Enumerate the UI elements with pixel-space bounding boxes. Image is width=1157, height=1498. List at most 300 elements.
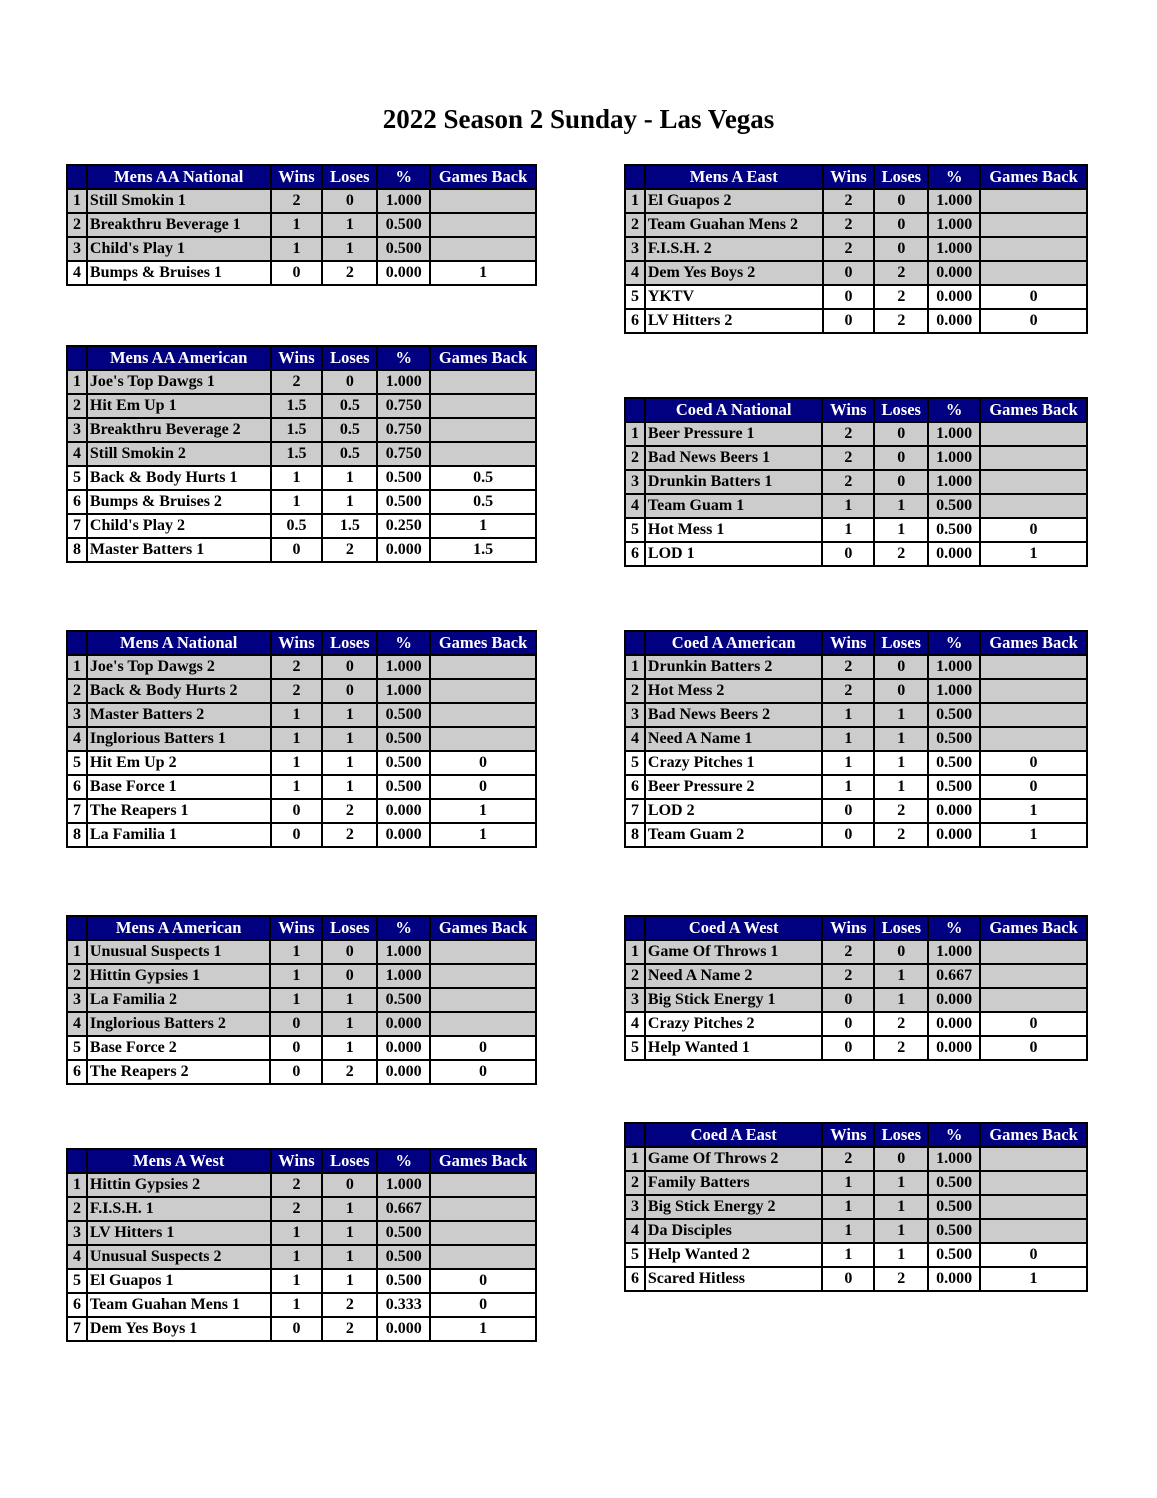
division-name: Mens A East bbox=[645, 165, 823, 189]
pct-cell: 1.000 bbox=[928, 1147, 980, 1171]
games-back-cell bbox=[980, 1171, 1087, 1195]
rank-header bbox=[67, 346, 87, 370]
rank-cell: 1 bbox=[67, 189, 87, 213]
wins-cell: 1 bbox=[822, 518, 874, 542]
loses-cell: 0 bbox=[874, 189, 928, 213]
team-row bbox=[67, 370, 536, 394]
loses-cell: 1 bbox=[322, 727, 377, 751]
games-back-cell bbox=[980, 703, 1087, 727]
wins-cell: 1.5 bbox=[271, 394, 323, 418]
team-name-cell: Hittin Gypsies 2 bbox=[87, 1173, 271, 1197]
loses-cell: 1 bbox=[322, 490, 377, 514]
wins-cell: 2 bbox=[271, 370, 323, 394]
wins-cell: 2 bbox=[822, 655, 874, 679]
team-name-cell: Crazy Pitches 2 bbox=[645, 1012, 823, 1036]
loses-cell: 0 bbox=[322, 964, 377, 988]
games-back-cell: 1 bbox=[980, 799, 1087, 823]
games-back-cell bbox=[980, 213, 1087, 237]
team-name-cell: Need A Name 1 bbox=[645, 727, 823, 751]
rank-cell: 3 bbox=[67, 1221, 87, 1245]
loses-cell: 2 bbox=[322, 1060, 377, 1084]
team-row bbox=[625, 189, 1087, 213]
team-name-cell: Beer Pressure 2 bbox=[645, 775, 823, 799]
games-back-cell: 0.5 bbox=[430, 490, 536, 514]
team-name-cell: Help Wanted 2 bbox=[645, 1243, 823, 1267]
pct-cell: 0.000 bbox=[377, 1036, 430, 1060]
wins-cell: 1 bbox=[271, 1269, 323, 1293]
loses-cell: 1 bbox=[322, 988, 377, 1012]
team-row bbox=[67, 490, 536, 514]
wins-cell: 2 bbox=[271, 679, 323, 703]
team-row bbox=[625, 518, 1087, 542]
pct-header: % bbox=[377, 165, 430, 189]
loses-cell: 2 bbox=[874, 285, 928, 309]
pct-cell: 0.000 bbox=[928, 823, 980, 847]
games-back-cell bbox=[430, 237, 536, 261]
loses-header: Loses bbox=[874, 916, 928, 940]
gb-header: Games Back bbox=[430, 1149, 536, 1173]
wins-cell: 1.5 bbox=[271, 418, 323, 442]
team-name-cell: Master Batters 1 bbox=[87, 538, 271, 562]
team-name-cell: Family Batters bbox=[645, 1171, 823, 1195]
games-back-cell bbox=[430, 370, 536, 394]
loses-cell: 0 bbox=[322, 370, 377, 394]
games-back-cell: 1 bbox=[430, 514, 536, 538]
games-back-cell: 0 bbox=[430, 1293, 536, 1317]
loses-cell: 1 bbox=[322, 1012, 377, 1036]
loses-header: Loses bbox=[874, 1123, 928, 1147]
team-row bbox=[67, 1060, 536, 1084]
wins-header: Wins bbox=[822, 916, 874, 940]
team-name-cell: Game Of Throws 2 bbox=[645, 1147, 823, 1171]
games-back-cell: 0 bbox=[980, 285, 1087, 309]
standings-table bbox=[624, 915, 1088, 1061]
pct-cell: 0.250 bbox=[377, 514, 430, 538]
loses-cell: 1 bbox=[874, 494, 928, 518]
team-row bbox=[67, 1036, 536, 1060]
team-name-cell: Big Stick Energy 1 bbox=[645, 988, 823, 1012]
team-row bbox=[67, 703, 536, 727]
games-back-cell bbox=[980, 964, 1087, 988]
division-name: Mens AA National bbox=[87, 165, 271, 189]
rank-cell: 4 bbox=[625, 1012, 645, 1036]
team-name-cell: Drunkin Batters 1 bbox=[645, 470, 823, 494]
loses-header: Loses bbox=[322, 916, 377, 940]
team-row bbox=[625, 679, 1087, 703]
rank-cell: 7 bbox=[625, 799, 645, 823]
wins-cell: 2 bbox=[822, 964, 874, 988]
team-name-cell: Hot Mess 1 bbox=[645, 518, 823, 542]
rank-cell: 7 bbox=[67, 514, 87, 538]
games-back-cell bbox=[430, 1173, 536, 1197]
games-back-cell bbox=[430, 1221, 536, 1245]
loses-cell: 1 bbox=[874, 1195, 928, 1219]
pct-cell: 0.000 bbox=[928, 1012, 980, 1036]
rank-cell: 4 bbox=[625, 1219, 645, 1243]
wins-cell: 0 bbox=[822, 1267, 874, 1291]
wins-header: Wins bbox=[271, 1149, 323, 1173]
pct-cell: 1.000 bbox=[928, 189, 980, 213]
team-row bbox=[67, 1012, 536, 1036]
games-back-cell: 0 bbox=[980, 1012, 1087, 1036]
wins-cell: 2 bbox=[822, 940, 874, 964]
team-row bbox=[625, 751, 1087, 775]
rank-header bbox=[625, 398, 645, 422]
wins-cell: 2 bbox=[822, 679, 874, 703]
pct-cell: 0.000 bbox=[928, 799, 980, 823]
wins-cell: 0 bbox=[822, 799, 874, 823]
loses-header: Loses bbox=[874, 631, 928, 655]
loses-cell: 1 bbox=[322, 1269, 377, 1293]
wins-header: Wins bbox=[822, 398, 874, 422]
rank-cell: 5 bbox=[67, 1269, 87, 1293]
loses-cell: 1 bbox=[874, 703, 928, 727]
wins-cell: 2 bbox=[271, 189, 323, 213]
team-row bbox=[67, 775, 536, 799]
wins-cell: 1 bbox=[271, 213, 323, 237]
division-name: Coed A American bbox=[645, 631, 823, 655]
pct-cell: 1.000 bbox=[377, 679, 430, 703]
pct-cell: 0.750 bbox=[377, 442, 430, 466]
team-name-cell: Team Guahan Mens 1 bbox=[87, 1293, 271, 1317]
games-back-cell: 0 bbox=[980, 751, 1087, 775]
pct-header: % bbox=[377, 1149, 430, 1173]
division-name: Coed A National bbox=[645, 398, 823, 422]
wins-cell: 2 bbox=[271, 655, 323, 679]
gb-header: Games Back bbox=[980, 1123, 1087, 1147]
loses-cell: 2 bbox=[322, 538, 377, 562]
games-back-cell bbox=[980, 446, 1087, 470]
rank-cell: 4 bbox=[67, 442, 87, 466]
pct-cell: 0.750 bbox=[377, 394, 430, 418]
team-row bbox=[67, 538, 536, 562]
rank-cell: 3 bbox=[625, 703, 645, 727]
pct-cell: 0.500 bbox=[928, 751, 980, 775]
team-row bbox=[67, 1221, 536, 1245]
team-row bbox=[67, 418, 536, 442]
games-back-cell bbox=[430, 189, 536, 213]
rank-cell: 3 bbox=[625, 470, 645, 494]
team-name-cell: Game Of Throws 1 bbox=[645, 940, 823, 964]
rank-cell: 4 bbox=[67, 727, 87, 751]
gb-header: Games Back bbox=[980, 916, 1087, 940]
wins-cell: 1 bbox=[822, 727, 874, 751]
pct-cell: 0.500 bbox=[928, 1171, 980, 1195]
wins-cell: 2 bbox=[271, 1173, 323, 1197]
team-name-cell: Help Wanted 1 bbox=[645, 1036, 823, 1060]
team-name-cell: YKTV bbox=[645, 285, 823, 309]
wins-cell: 1 bbox=[271, 466, 323, 490]
standings-table bbox=[66, 630, 537, 848]
wins-header: Wins bbox=[823, 165, 875, 189]
loses-cell: 1 bbox=[322, 1245, 377, 1269]
pct-cell: 0.667 bbox=[928, 964, 980, 988]
games-back-cell bbox=[430, 679, 536, 703]
rank-cell: 6 bbox=[625, 309, 645, 333]
rank-cell: 5 bbox=[625, 285, 645, 309]
wins-cell: 0 bbox=[271, 1317, 323, 1341]
games-back-cell: 0 bbox=[430, 751, 536, 775]
team-name-cell: Base Force 2 bbox=[87, 1036, 271, 1060]
pct-cell: 0.333 bbox=[377, 1293, 430, 1317]
loses-cell: 0 bbox=[322, 189, 377, 213]
rank-cell: 3 bbox=[67, 418, 87, 442]
team-name-cell: Back & Body Hurts 2 bbox=[87, 679, 271, 703]
games-back-cell: 0 bbox=[980, 309, 1087, 333]
games-back-cell bbox=[430, 940, 536, 964]
loses-cell: 0 bbox=[322, 1173, 377, 1197]
team-row bbox=[625, 988, 1087, 1012]
rank-cell: 5 bbox=[625, 1036, 645, 1060]
team-name-cell: La Familia 2 bbox=[87, 988, 271, 1012]
rank-cell: 2 bbox=[67, 1197, 87, 1221]
team-name-cell: Inglorious Batters 2 bbox=[87, 1012, 271, 1036]
loses-cell: 2 bbox=[322, 1317, 377, 1341]
loses-cell: 0 bbox=[874, 470, 928, 494]
games-back-cell bbox=[430, 727, 536, 751]
wins-header: Wins bbox=[271, 346, 323, 370]
team-name-cell: Bad News Beers 2 bbox=[645, 703, 823, 727]
rank-cell: 3 bbox=[67, 988, 87, 1012]
loses-cell: 2 bbox=[874, 261, 928, 285]
wins-cell: 0 bbox=[823, 261, 875, 285]
wins-cell: 0 bbox=[271, 261, 323, 285]
wins-cell: 1 bbox=[270, 964, 322, 988]
games-back-cell bbox=[980, 261, 1087, 285]
pct-cell: 1.000 bbox=[377, 964, 430, 988]
standings-table bbox=[66, 164, 537, 286]
team-name-cell: Crazy Pitches 1 bbox=[645, 751, 823, 775]
pct-cell: 1.000 bbox=[377, 940, 430, 964]
loses-cell: 2 bbox=[874, 799, 928, 823]
wins-cell: 2 bbox=[823, 213, 875, 237]
team-name-cell: LV Hitters 1 bbox=[87, 1221, 271, 1245]
rank-cell: 8 bbox=[67, 823, 87, 847]
games-back-cell: 1 bbox=[430, 823, 536, 847]
team-name-cell: Unusual Suspects 1 bbox=[87, 940, 271, 964]
team-name-cell: Need A Name 2 bbox=[645, 964, 823, 988]
pct-cell: 1.000 bbox=[928, 940, 980, 964]
pct-cell: 0.500 bbox=[928, 1243, 980, 1267]
pct-cell: 0.500 bbox=[928, 727, 980, 751]
rank-cell: 4 bbox=[67, 261, 87, 285]
team-row bbox=[67, 1245, 536, 1269]
rank-cell: 6 bbox=[67, 490, 87, 514]
rank-cell: 4 bbox=[625, 727, 645, 751]
team-row bbox=[625, 261, 1087, 285]
wins-cell: 2 bbox=[822, 470, 874, 494]
team-name-cell: Da Disciples bbox=[645, 1219, 823, 1243]
rank-cell: 3 bbox=[625, 237, 645, 261]
team-name-cell: Team Guam 1 bbox=[645, 494, 823, 518]
team-name-cell: Breakthru Beverage 2 bbox=[87, 418, 271, 442]
wins-cell: 2 bbox=[271, 1197, 323, 1221]
rank-cell: 6 bbox=[625, 542, 645, 566]
team-name-cell: Still Smokin 1 bbox=[87, 189, 271, 213]
team-row bbox=[625, 799, 1087, 823]
team-name-cell: Base Force 1 bbox=[87, 775, 271, 799]
loses-cell: 1 bbox=[874, 1243, 928, 1267]
pct-cell: 0.000 bbox=[377, 1317, 430, 1341]
rank-cell: 8 bbox=[67, 538, 87, 562]
games-back-cell bbox=[430, 703, 536, 727]
rank-cell: 7 bbox=[67, 799, 87, 823]
standings-table bbox=[624, 630, 1088, 848]
games-back-cell bbox=[430, 394, 536, 418]
pct-cell: 0.000 bbox=[928, 285, 980, 309]
rank-cell: 5 bbox=[625, 518, 645, 542]
gb-header: Games Back bbox=[980, 631, 1087, 655]
pct-header: % bbox=[377, 631, 430, 655]
pct-cell: 1.000 bbox=[928, 679, 980, 703]
pct-cell: 0.000 bbox=[928, 309, 980, 333]
wins-cell: 0 bbox=[271, 538, 323, 562]
loses-cell: 2 bbox=[874, 823, 928, 847]
loses-cell: 2 bbox=[874, 309, 928, 333]
team-name-cell: Child's Play 1 bbox=[87, 237, 271, 261]
team-row bbox=[625, 213, 1087, 237]
wins-header: Wins bbox=[270, 916, 322, 940]
team-row bbox=[625, 1195, 1087, 1219]
rank-header bbox=[625, 165, 645, 189]
team-row bbox=[67, 1197, 536, 1221]
wins-cell: 1 bbox=[270, 940, 322, 964]
rank-cell: 1 bbox=[625, 422, 645, 446]
games-back-cell: 1 bbox=[430, 1317, 536, 1341]
loses-cell: 1 bbox=[874, 964, 928, 988]
wins-cell: 2 bbox=[822, 1147, 874, 1171]
team-row bbox=[67, 964, 536, 988]
wins-cell: 0 bbox=[822, 542, 874, 566]
pct-cell: 0.000 bbox=[377, 538, 430, 562]
games-back-cell bbox=[430, 442, 536, 466]
team-name-cell: Unusual Suspects 2 bbox=[87, 1245, 271, 1269]
loses-cell: 1 bbox=[874, 1219, 928, 1243]
loses-cell: 0 bbox=[874, 1147, 928, 1171]
pct-cell: 1.000 bbox=[377, 189, 430, 213]
wins-header: Wins bbox=[822, 631, 874, 655]
rank-cell: 1 bbox=[625, 655, 645, 679]
wins-cell: 1 bbox=[270, 988, 322, 1012]
loses-cell: 0 bbox=[322, 655, 377, 679]
loses-cell: 2 bbox=[322, 799, 377, 823]
team-row bbox=[625, 285, 1087, 309]
rank-cell: 4 bbox=[625, 261, 645, 285]
loses-cell: 0 bbox=[874, 213, 928, 237]
wins-cell: 2 bbox=[822, 446, 874, 470]
loses-cell: 0.5 bbox=[322, 442, 377, 466]
loses-header: Loses bbox=[322, 631, 377, 655]
games-back-cell bbox=[980, 679, 1087, 703]
rank-cell: 1 bbox=[67, 940, 87, 964]
loses-cell: 1 bbox=[322, 751, 377, 775]
pct-cell: 0.500 bbox=[377, 703, 430, 727]
games-back-cell: 0 bbox=[430, 775, 536, 799]
rank-cell: 1 bbox=[625, 940, 645, 964]
team-row bbox=[625, 1171, 1087, 1195]
loses-cell: 1 bbox=[322, 1036, 377, 1060]
rank-header bbox=[625, 631, 645, 655]
rank-cell: 6 bbox=[67, 1060, 87, 1084]
team-row bbox=[625, 542, 1087, 566]
team-row bbox=[625, 823, 1087, 847]
games-back-cell bbox=[980, 422, 1087, 446]
gb-header: Games Back bbox=[430, 165, 536, 189]
pct-header: % bbox=[928, 165, 980, 189]
pct-cell: 0.500 bbox=[377, 490, 430, 514]
team-row bbox=[625, 727, 1087, 751]
loses-cell: 1 bbox=[322, 1221, 377, 1245]
pct-header: % bbox=[377, 916, 430, 940]
wins-cell: 1 bbox=[822, 494, 874, 518]
wins-cell: 1 bbox=[822, 1171, 874, 1195]
team-name-cell: Bad News Beers 1 bbox=[645, 446, 823, 470]
rank-header bbox=[625, 916, 645, 940]
wins-cell: 1 bbox=[822, 1219, 874, 1243]
team-row bbox=[625, 1036, 1087, 1060]
pct-cell: 0.500 bbox=[377, 213, 430, 237]
pct-cell: 0.000 bbox=[377, 1060, 430, 1084]
loses-cell: 2 bbox=[874, 1012, 928, 1036]
pct-cell: 0.750 bbox=[377, 418, 430, 442]
loses-header: Loses bbox=[322, 165, 377, 189]
team-name-cell: Dem Yes Boys 2 bbox=[645, 261, 823, 285]
team-row bbox=[67, 1173, 536, 1197]
pct-header: % bbox=[928, 1123, 980, 1147]
rank-cell: 5 bbox=[67, 1036, 87, 1060]
loses-cell: 1 bbox=[874, 775, 928, 799]
games-back-cell bbox=[430, 988, 536, 1012]
standings-table bbox=[66, 1148, 537, 1342]
team-name-cell: Still Smokin 2 bbox=[87, 442, 271, 466]
wins-cell: 0 bbox=[823, 309, 875, 333]
pct-cell: 0.500 bbox=[377, 751, 430, 775]
standings-table bbox=[624, 397, 1088, 567]
wins-cell: 0.5 bbox=[271, 514, 323, 538]
loses-cell: 1 bbox=[322, 466, 377, 490]
division-name: Coed A East bbox=[645, 1123, 823, 1147]
team-row bbox=[67, 751, 536, 775]
games-back-cell bbox=[430, 1245, 536, 1269]
wins-header: Wins bbox=[271, 631, 323, 655]
wins-cell: 0 bbox=[271, 799, 323, 823]
standings-table bbox=[66, 915, 537, 1085]
loses-cell: 0 bbox=[874, 655, 928, 679]
wins-cell: 0 bbox=[270, 1036, 322, 1060]
rank-header bbox=[67, 631, 87, 655]
team-name-cell: Beer Pressure 1 bbox=[645, 422, 823, 446]
team-name-cell: LOD 2 bbox=[645, 799, 823, 823]
rank-cell: 6 bbox=[67, 1293, 87, 1317]
loses-cell: 2 bbox=[322, 823, 377, 847]
pct-cell: 0.000 bbox=[377, 261, 430, 285]
games-back-cell bbox=[980, 940, 1087, 964]
pct-cell: 0.000 bbox=[928, 988, 980, 1012]
team-name-cell: Inglorious Batters 1 bbox=[87, 727, 271, 751]
wins-cell: 0 bbox=[270, 1060, 322, 1084]
loses-cell: 0 bbox=[874, 237, 928, 261]
pct-cell: 1.000 bbox=[928, 237, 980, 261]
pct-cell: 1.000 bbox=[928, 446, 980, 470]
rank-cell: 6 bbox=[67, 775, 87, 799]
wins-cell: 0 bbox=[822, 1012, 874, 1036]
games-back-cell bbox=[430, 964, 536, 988]
wins-cell: 0 bbox=[822, 823, 874, 847]
games-back-cell: 0 bbox=[980, 1036, 1087, 1060]
rank-cell: 2 bbox=[625, 213, 645, 237]
team-name-cell: Bumps & Bruises 1 bbox=[87, 261, 271, 285]
team-name-cell: Child's Play 2 bbox=[87, 514, 271, 538]
